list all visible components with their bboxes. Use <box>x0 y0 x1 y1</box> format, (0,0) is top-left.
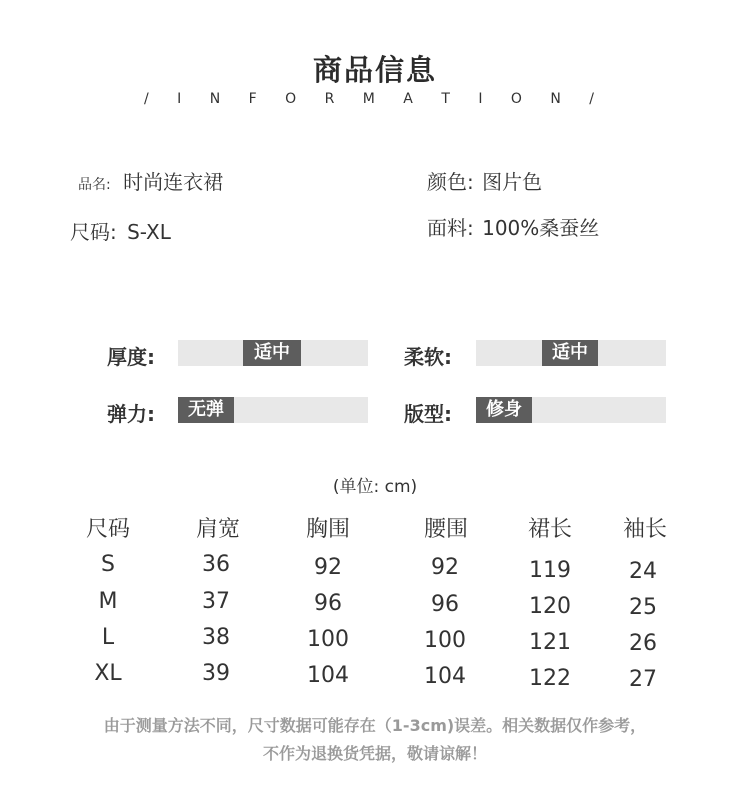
table-cell: 100 <box>424 628 466 653</box>
header-size: 尺码 <box>85 517 130 542</box>
thickness-label: 厚度: <box>107 345 155 369</box>
table-cell: 96 <box>431 592 459 617</box>
page-subtitle: / I N F O R M A T I O N / <box>143 91 607 107</box>
table-cell: 24 <box>629 559 657 584</box>
table-cell: M <box>98 589 118 614</box>
table-cell: 25 <box>629 595 657 620</box>
disclaimer-line-1: 由于测量方法不同，尺寸数据可能存在（1-3cm)误差。相关数据仅作参考， <box>103 716 647 735</box>
thickness-tag: 适中 <box>243 340 301 366</box>
header-sleeve: 袖长 <box>622 517 667 542</box>
fit-bar <box>476 397 666 423</box>
info-name <box>78 166 223 195</box>
table-cell: 121 <box>529 630 571 655</box>
softness-bar <box>476 340 666 366</box>
header-shoulder: 肩宽 <box>195 517 240 542</box>
header-dress-length: 裙长 <box>527 517 572 542</box>
table-cell: 92 <box>431 555 459 580</box>
name-label: 品名: <box>78 177 111 193</box>
fabric-label: 面料: <box>427 216 474 240</box>
thickness-bar <box>178 340 368 366</box>
size-label: 尺码: <box>70 220 117 244</box>
table-cell: 26 <box>629 631 657 656</box>
table-cell: 100 <box>307 627 349 652</box>
table-cell: 38 <box>202 625 230 650</box>
fit-tag: 修身 <box>476 397 532 423</box>
disclaimer-line-2: 不作为退换货凭据，敬请谅解！ <box>262 744 487 763</box>
name-value: 时尚连衣裙 <box>123 170 224 194</box>
table-cell: 96 <box>314 591 342 616</box>
info-color <box>427 166 542 195</box>
elasticity-label: 弹力: <box>107 402 155 426</box>
table-cell: 37 <box>202 589 230 614</box>
fit-label: 版型: <box>404 402 452 426</box>
info-size <box>70 216 171 245</box>
table-cell: S <box>101 552 115 577</box>
fabric-value: 100%桑蚕丝 <box>482 216 600 240</box>
page-title: 商品信息 <box>312 53 437 87</box>
table-cell: 119 <box>529 558 571 583</box>
color-label: 颜色: <box>427 170 474 194</box>
softness-tag: 适中 <box>542 340 598 366</box>
table-cell: 104 <box>424 664 466 689</box>
table-cell: 39 <box>202 661 230 686</box>
table-cell: 122 <box>529 666 571 691</box>
softness-label: 柔软: <box>404 345 452 369</box>
size-value: S-XL <box>127 220 171 244</box>
unit-label: (单位: cm) <box>332 477 418 497</box>
header-bust: 胸围 <box>305 517 350 542</box>
table-cell: 104 <box>307 663 349 688</box>
table-cell: 36 <box>202 552 230 577</box>
header-waist: 腰围 <box>423 517 468 542</box>
color-value: 图片色 <box>482 170 543 194</box>
table-cell: 120 <box>529 594 571 619</box>
table-cell: XL <box>94 661 122 686</box>
elasticity-bar <box>178 397 368 423</box>
table-cell: L <box>101 625 115 650</box>
elasticity-tag: 无弹 <box>178 397 234 423</box>
info-fabric <box>427 212 599 241</box>
table-cell: 27 <box>629 667 657 692</box>
table-cell: 92 <box>314 555 342 580</box>
